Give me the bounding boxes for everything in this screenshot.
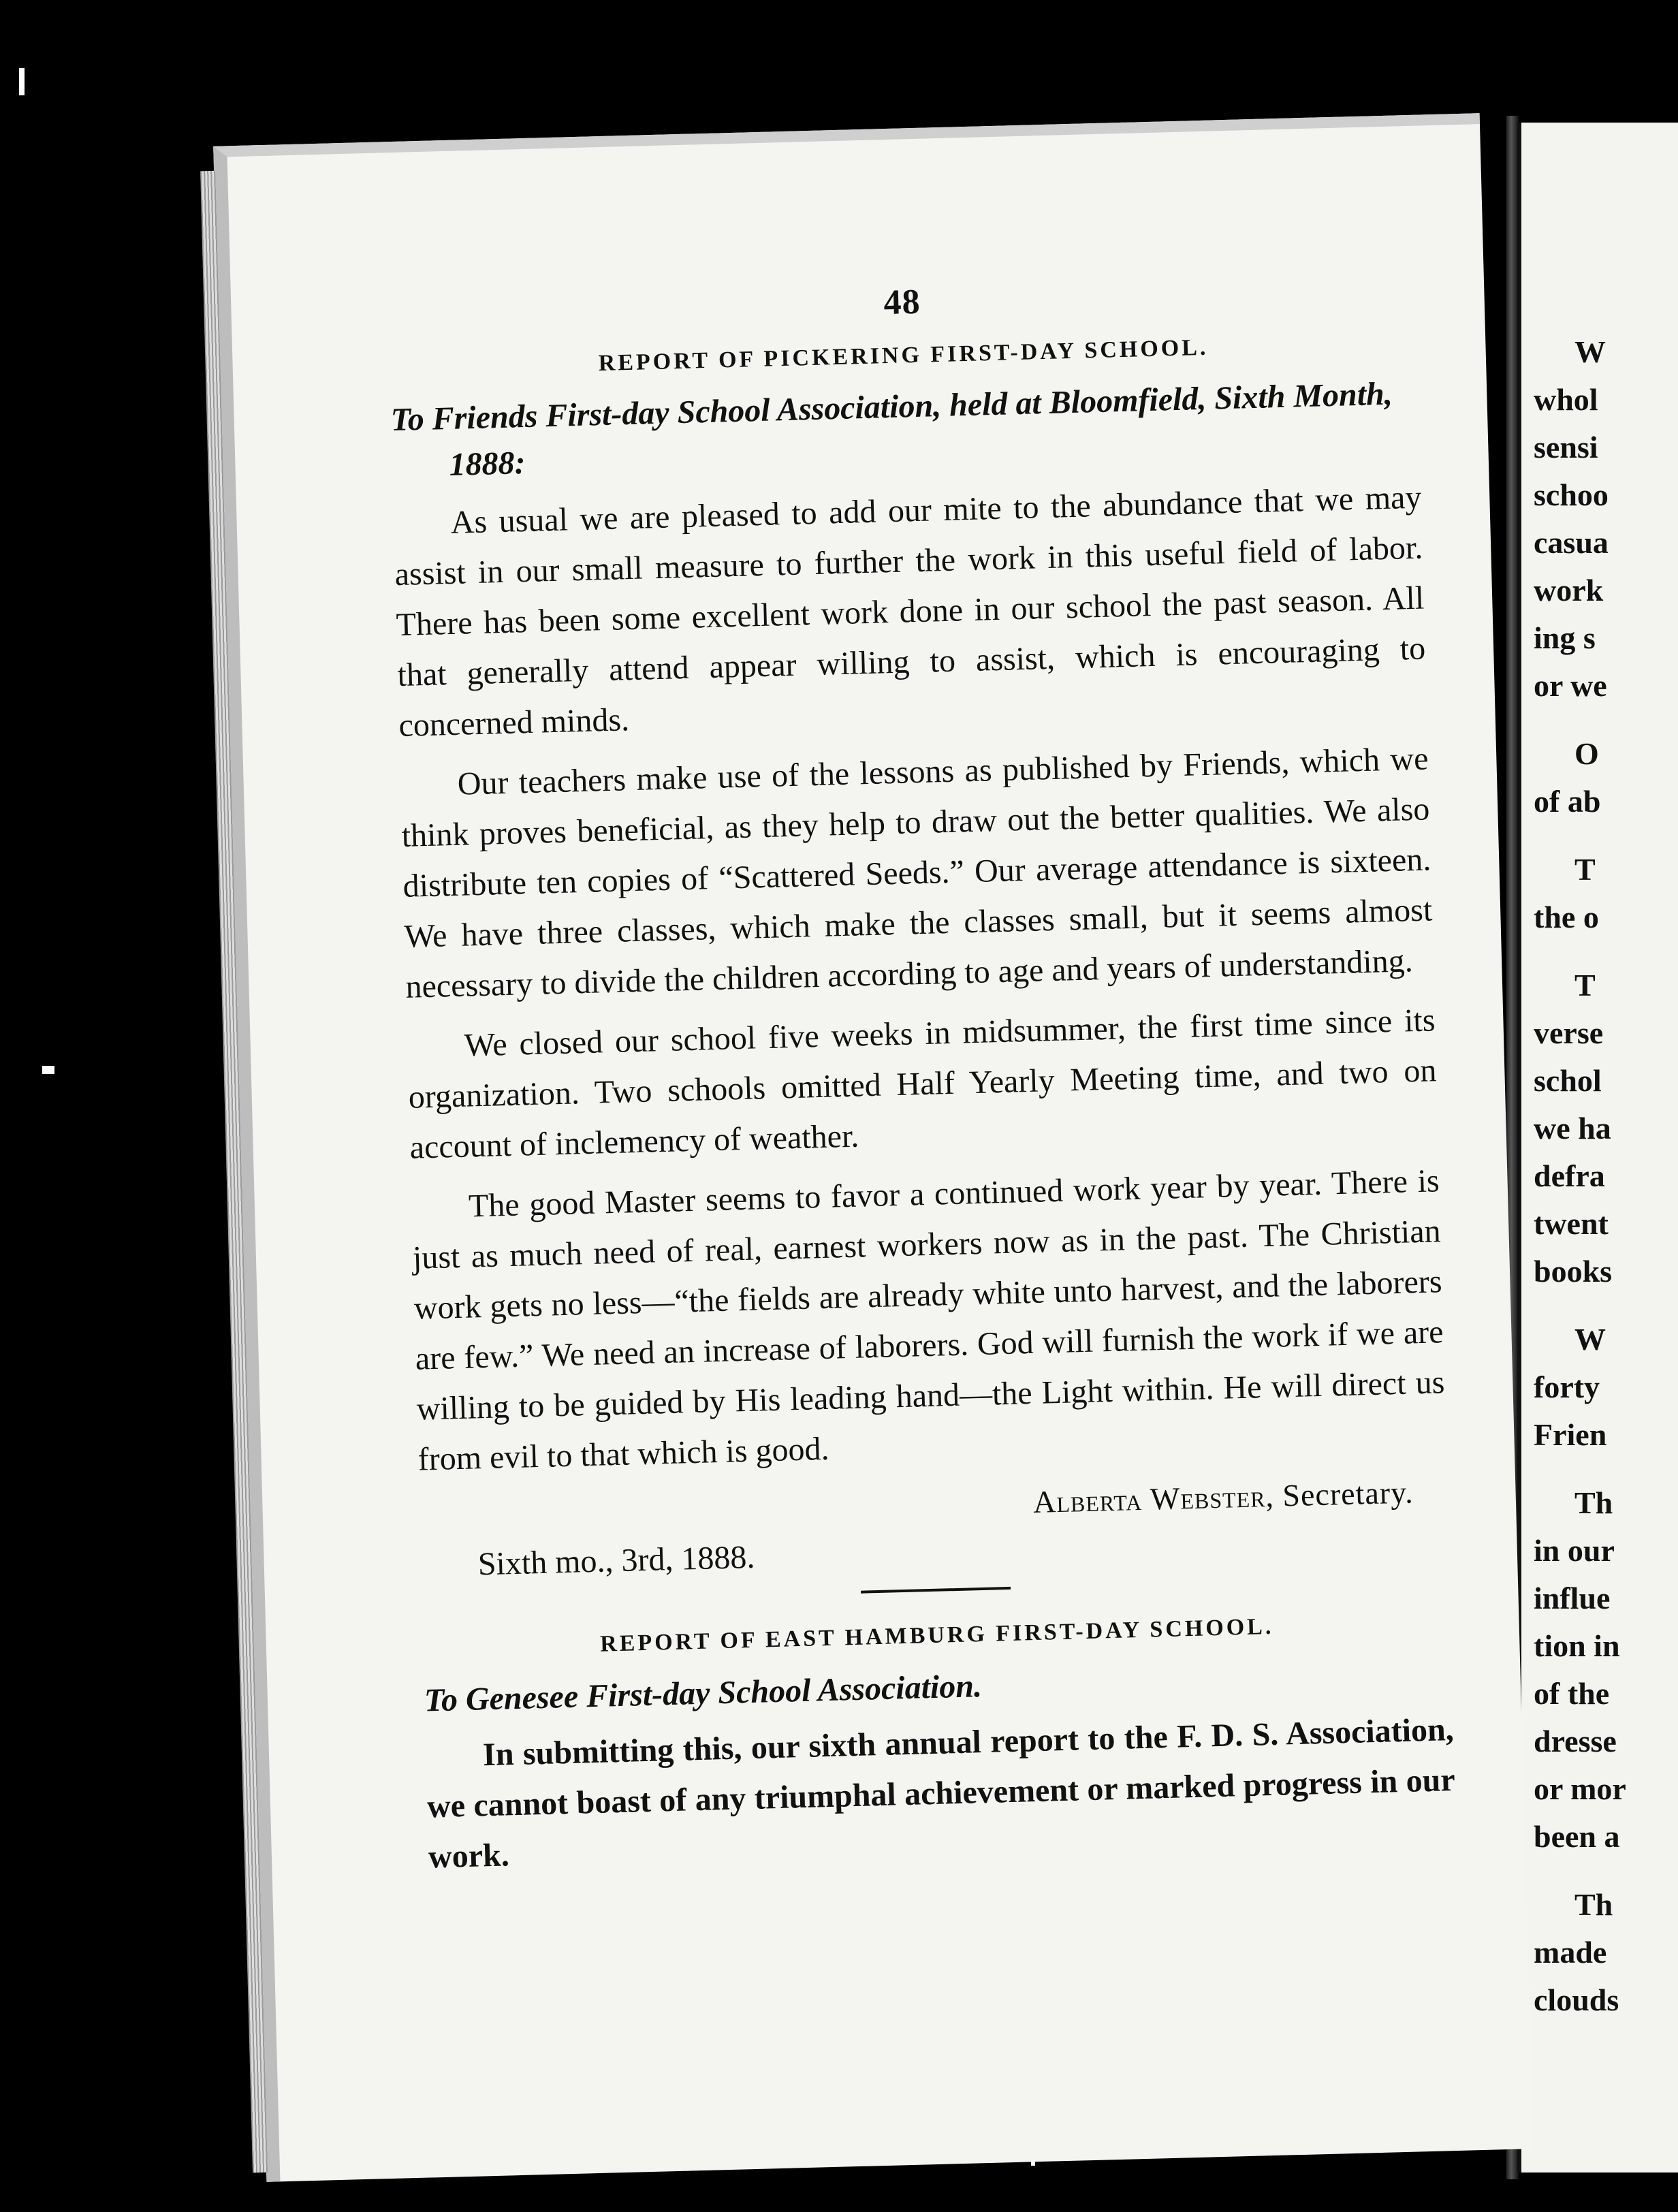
- facing-page-fragment: twent: [1534, 1206, 1609, 1241]
- facing-page-fragment: ing s: [1534, 620, 1596, 655]
- salutation: To Friends First-day School Association, held at Bloomfield, Sixth Month, 1888:: [390, 375, 1393, 483]
- page-edge: [200, 171, 268, 2173]
- facing-page-fragment: T: [1574, 852, 1596, 887]
- facing-page-fragment: O: [1574, 736, 1599, 771]
- facing-page-fragment: clouds: [1534, 1982, 1619, 2017]
- facing-page-fragment: defra: [1534, 1158, 1605, 1193]
- facing-page-fragment: of ab: [1534, 784, 1601, 819]
- facing-page-fragment: forty: [1534, 1370, 1600, 1404]
- facing-page-fragment: whol: [1534, 382, 1598, 417]
- facing-page: [1517, 123, 1678, 2172]
- report-heading: REPORT OF PICKERING FIRST-DAY SCHOOL.: [598, 334, 1209, 377]
- facing-page-fragment: we ha: [1534, 1111, 1611, 1146]
- page-content: [387, 269, 1457, 1893]
- facing-page-fragment: casua: [1534, 525, 1609, 560]
- paragraph: Our teachers make use of the lessons as published by Friends, which we think proves beneficial, as they help to draw out the better qualities. We also distribute ten copies of “Scattered Seeds.” Our average attendance is sixteen. We have three classes, which make the classes small, but it seems almost necessary to divide the children according to age and years of understanding.: [401, 740, 1433, 1005]
- facing-page-fragment: dresse: [1534, 1724, 1617, 1758]
- facing-page-fragment: Th: [1574, 1887, 1613, 1922]
- paragraph: As usual we are pleased to add our mite to the abundance that we may assist in our small measure to further the work in this useful field of labor. There has been some excellent work done in our school the past season. All that generally attend appear willing to assist, which is encouraging to concerned minds.: [394, 479, 1426, 744]
- facing-page-fragment: work: [1534, 573, 1604, 607]
- facing-page-fragment: W: [1574, 334, 1606, 369]
- facing-page-fragment: made: [1534, 1935, 1607, 1970]
- scan-speck: [42, 1066, 54, 1074]
- facing-page-fragment: or mor: [1534, 1771, 1626, 1806]
- salutation-2: To Genesee First-day School Association.: [424, 1668, 983, 1719]
- signature-title: Secretary.: [1282, 1474, 1414, 1513]
- facing-page-fragment: W: [1574, 1322, 1606, 1357]
- facing-page-fragment: Frien: [1534, 1417, 1607, 1452]
- facing-page-fragment: the o: [1534, 900, 1599, 934]
- facing-page-fragment: tion in: [1534, 1628, 1620, 1663]
- facing-page-fragment: books: [1534, 1254, 1613, 1289]
- facing-page-fragment: or we: [1534, 668, 1607, 703]
- dateline: Sixth mo., 3rd, 1888.: [477, 1538, 756, 1583]
- facing-page-fragment: schol: [1534, 1063, 1602, 1098]
- page-number: 48: [883, 282, 921, 323]
- facing-page-fragment: in our: [1534, 1533, 1615, 1568]
- facing-page-fragment: schoo: [1534, 477, 1609, 512]
- left-page: [213, 113, 1533, 2182]
- paragraph: The good Master seems to favor a continued work year by year. There is just as much need of real, earnest workers now as in the past. The Christian work gets no less—“the fields are already white unto harvest, and the laborers are few.” We need an increase of laborers. God will furnish the work if we are willing to be guided by His leading hand—the Light within. He will direct us from evil to that which is good.: [412, 1163, 1446, 1478]
- scan-speck: [19, 68, 25, 95]
- facing-page-fragment: Th: [1574, 1485, 1613, 1520]
- section-divider: [861, 1587, 1011, 1594]
- signature-name: Alberta Webster,: [1032, 1478, 1275, 1520]
- facing-page-fragment: verse: [1534, 1015, 1604, 1050]
- paragraph-2: In submitting this, our sixth annual report to the F. D. S. Association, we cannot boast of any triumphal achievement or marked progress in our work.: [426, 1711, 1456, 1876]
- paragraph: We closed our school five weeks in midsummer, the first time since its organization. Two schools omitted Half Yearly Meeting time, and two on account of inclemency of weather.: [408, 1002, 1438, 1166]
- facing-page-fragment: T: [1574, 968, 1596, 1002]
- facing-page-fragment: influe: [1534, 1581, 1611, 1615]
- facing-page-fragment: been a: [1534, 1819, 1620, 1854]
- report-heading-2: REPORT OF EAST HAMBURG FIRST-DAY SCHOOL.: [599, 1613, 1274, 1657]
- facing-page-fragment: of the: [1534, 1676, 1610, 1711]
- facing-page-fragment: sensi: [1534, 430, 1598, 464]
